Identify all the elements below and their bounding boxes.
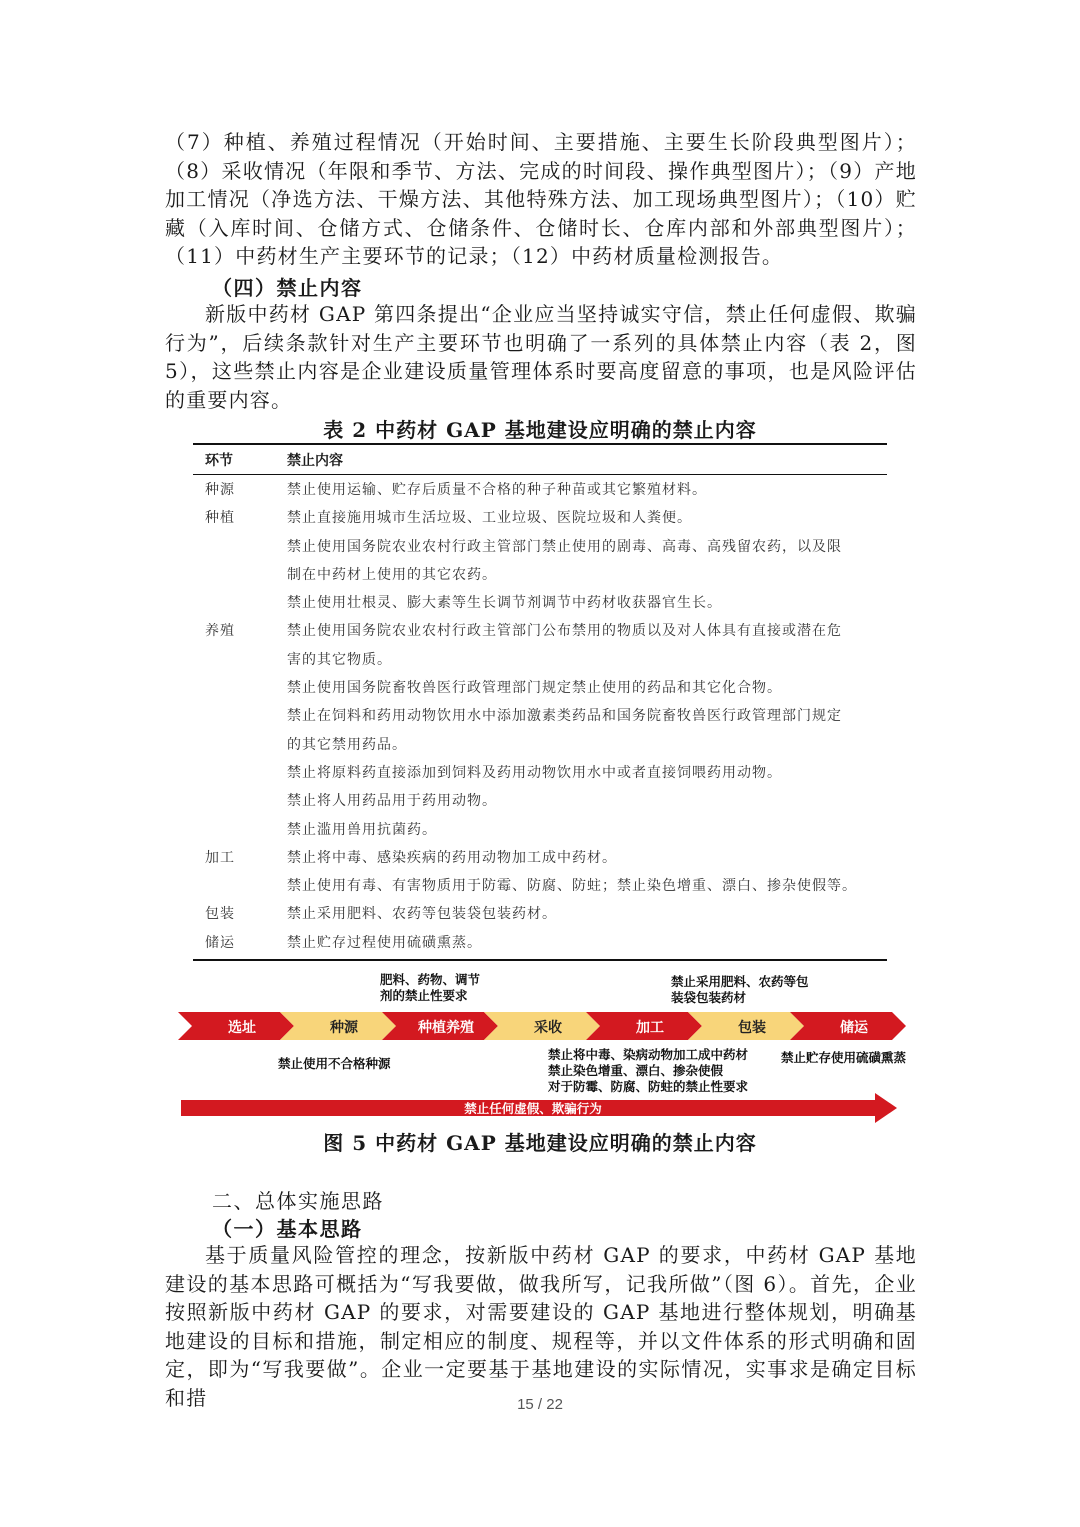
table-cell-stage: 种源 [205, 482, 235, 498]
table-cell-content: 禁止使用壮根灵、膨大素等生长调节剂调节中药材收获器官生长。 [287, 595, 722, 612]
section-2-1-paragraph: 基于质量风险管控的理念，按新版中药材 GAP 的要求，中药材 GAP 基地建设的基本思路可概括为“写我要做，做我所写，记我所做”（图 6）。首先，企业按照新版中药材 GAP 的要求，对需要建设的 GAP 基地进行整体规划，明确基地建设的目标和措施，制定相应的制度、规程等，并以文件体系的形式明确和固定，即为“写我要做”。企业一定要基于基地建设的实际情况，实事求是确定目标和措 [165, 1243, 917, 1410]
intro-paragraph: （7）种植、养殖过程情况（开始时间、主要措施、主要生长阶段典型图片）；（8）采收情况（年限和季节、方法、完成的时间段、操作典型图片）；（9）产地加工情况（净选方法、干燥方法、其他特殊方法、加工现场典型图片）；（10）贮藏（入库时间、仓储方式、仓储条件、仓储时长、仓库内部和外部典型图片）；（11）中药材生产主要环节的记录；（12）中药材质量检测报告。 [165, 130, 917, 268]
table-row [193, 646, 887, 674]
note-planting: 肥料、药物、调节 [380, 972, 481, 987]
bottom-arrow-label: 禁止任何虚假、欺骗行为 [464, 1101, 602, 1116]
table-row [193, 844, 887, 872]
table-cell-content: 禁止将原料药直接添加到饲料及药用动物饮用水中或者直接饲喂药用动物。 [287, 764, 782, 781]
section-4-text [165, 300, 917, 414]
note-processing: 禁止将中毒、染病动物加工成中药材 [548, 1047, 749, 1062]
note-source: 禁止使用不合格种源 [278, 1056, 391, 1071]
flow-stage-label: 加工 [636, 1020, 664, 1036]
table-row [193, 872, 887, 900]
table-cell-stage: 加工 [205, 849, 235, 866]
prohibition-flow-figure [175, 966, 905, 1131]
table-cell-stage [193, 787, 287, 815]
note-processing: 对于防霉、防腐、防蛀的禁止性要求 [548, 1079, 749, 1094]
table-cell-content: 禁止使用运输、贮存后质量不合格的种子种苗或其它繁殖材料。 [287, 482, 707, 498]
table-body [193, 475, 887, 959]
table-cell-stage [193, 731, 287, 759]
table-cell-content: 禁止采用肥料、农药等包装袋包装药材。 [287, 906, 557, 923]
note-planting: 剂的禁止性要求 [380, 988, 468, 1003]
flow-stage-label: 包装 [738, 1020, 766, 1036]
header-stage: 环节 [205, 452, 233, 469]
table-row [193, 674, 887, 702]
table-cell-stage: 养殖 [205, 623, 235, 640]
table-row [193, 900, 887, 928]
table-row [193, 929, 887, 957]
table-row [193, 731, 887, 759]
table-cell-content: 的其它禁用药品。 [287, 736, 407, 753]
table-row [193, 759, 887, 787]
table-cell-content: 禁止直接施用城市生活垃圾、工业垃圾、医院垃圾和人粪便。 [287, 510, 692, 527]
table-cell-content: 害的其它物质。 [287, 651, 392, 668]
table-cell-stage [193, 533, 287, 561]
flow-stage-label: 采收 [534, 1020, 562, 1036]
table-row [193, 787, 887, 815]
section-2-heading: 二、总体实施思路 [212, 1189, 384, 1213]
table-cell-stage [193, 561, 287, 589]
table-cell-content: 禁止使用有毒、有害物质用于防霉、防腐、防蛀；禁止染色增重、漂白、掺杂使假等。 [287, 878, 857, 895]
section-2-1-heading: （一）基本思路 [212, 1217, 363, 1241]
table-cell-stage [193, 816, 287, 844]
table-cell-content: 制在中药材上使用的其它农药。 [287, 566, 497, 583]
page-number: 15 / 22 [517, 1396, 563, 1413]
flow-stage-label: 种源 [330, 1020, 358, 1036]
table-cell-stage [193, 759, 287, 787]
table-cell-stage [193, 646, 287, 674]
flow-stage-label: 储运 [840, 1020, 868, 1036]
flow-stage-label: 种植养殖 [418, 1020, 474, 1036]
table-row [193, 617, 887, 645]
table-cell-content: 禁止将中毒、感染疾病的药用动物加工成中药材。 [287, 849, 617, 866]
prohibition-table [193, 443, 887, 961]
table-cell-stage [193, 872, 287, 900]
table-cell-content: 禁止贮存过程使用硫磺熏蒸。 [287, 934, 482, 951]
note-storage: 禁止贮存使用硫磺熏蒸 [781, 1050, 907, 1065]
table-bottom-rule [193, 959, 887, 961]
intro-text [165, 128, 917, 271]
table-cell-stage: 种植 [205, 510, 235, 527]
table-cell-stage: 储运 [205, 934, 235, 951]
table-cell-stage [193, 589, 287, 617]
table-title: 表 2 中药材 GAP 基地建设应明确的禁止内容 [323, 418, 757, 442]
table-row [193, 504, 887, 532]
table-cell-stage [193, 702, 287, 730]
table-row [193, 816, 887, 844]
header-content: 禁止内容 [287, 452, 343, 469]
table-row [193, 561, 887, 589]
table-cell-content: 禁止滥用兽用抗菌药。 [287, 821, 437, 838]
figure-caption: 图 5 中药材 GAP 基地建设应明确的禁止内容 [323, 1131, 757, 1155]
note-packaging: 装袋包装药材 [671, 990, 747, 1005]
table-header-row [193, 445, 887, 474]
note-packaging: 禁止采用肥料、农药等包 [671, 974, 809, 989]
table-cell-content: 禁止使用国务院畜牧兽医行政管理部门规定禁止使用的药品和其它化合物。 [287, 680, 782, 697]
table-cell-content: 禁止使用国务院农业农村行政主管部门公布禁用的物质以及对人体具有直接或潜在危 [287, 623, 842, 640]
table-row [193, 533, 887, 561]
table-cell-content: 禁止使用国务院农业农村行政主管部门禁止使用的剧毒、高毒、高残留农药，以及限 [287, 538, 842, 555]
section-4-paragraph: 新版中药材 GAP 第四条提出“企业应当坚持诚实守信，禁止任何虚假、欺骗行为”，后续条款针对生产主要环节也明确了一系列的具体禁止内容（表 2，图 5），这些禁止内容是企业建设质量管理体系时要高度留意的事项，也是风险评估的重要内容。 [165, 302, 917, 412]
table-cell-content: 禁止将人用药品用于药用动物。 [287, 793, 497, 810]
note-processing: 禁止染色增重、漂白、掺杂使假 [548, 1063, 724, 1078]
table-cell-stage [193, 674, 287, 702]
section-4-heading: （四）禁止内容 [212, 276, 363, 300]
table-cell-content: 禁止在饲料和药用动物饮用水中添加激素类药品和国务院畜牧兽医行政管理部门规定 [287, 708, 842, 725]
table-row [193, 589, 887, 617]
table-row [193, 702, 887, 730]
table-row [193, 476, 887, 504]
flow-stage-label: 选址 [228, 1020, 256, 1036]
table-cell-stage: 包装 [205, 906, 235, 923]
